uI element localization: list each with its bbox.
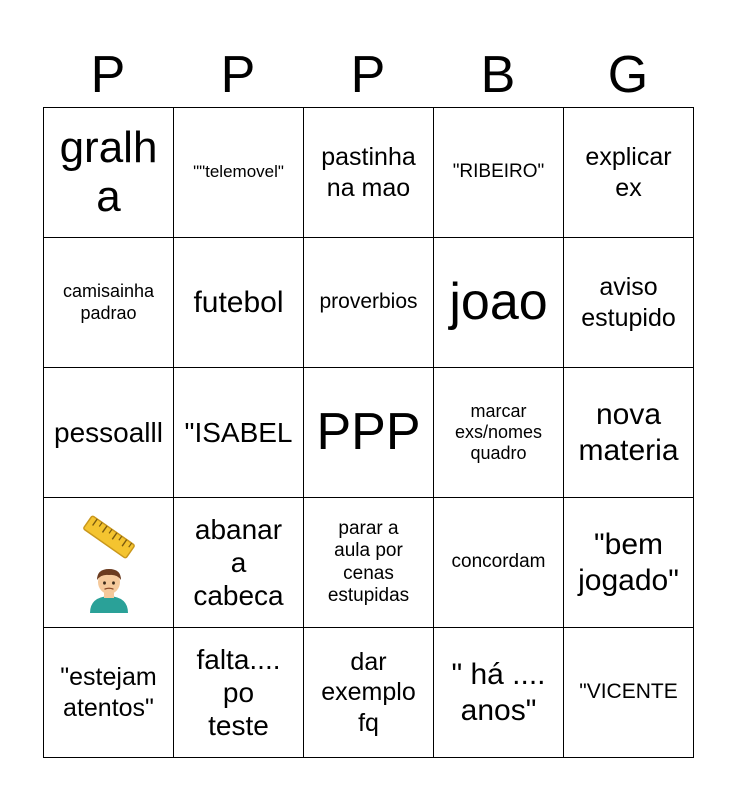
header-letter-4: B [480,46,516,104]
cell-label: camisainha padrao [62,281,155,323]
bingo-cell[interactable] [564,498,694,628]
bingo-cell[interactable] [564,238,694,368]
cell-label: "bem jogado" [578,528,679,597]
bingo-cell[interactable] [174,498,304,628]
cell-label: marcar exs/nomes quadro [454,400,543,464]
cell-label: dar exemplo fq [321,647,416,737]
bingo-cell[interactable] [174,628,304,758]
bingo-cell[interactable] [304,108,434,238]
bingo-cell[interactable] [304,628,434,758]
person-shrugging-icon [84,565,134,613]
bingo-cell[interactable] [44,498,174,628]
ruler-icon [81,513,137,561]
bingo-cell[interactable] [434,368,564,498]
cell-label: explicar ex [585,143,672,202]
bingo-board [43,107,694,758]
cell-label: joao [449,272,548,331]
bingo-cell[interactable] [304,238,434,368]
cell-label: PPP [316,402,421,461]
cell-label: aviso estupido [581,273,676,332]
cell-label: gralha [59,123,158,221]
bingo-cell[interactable] [434,108,564,238]
cell-label: proverbios [319,290,418,314]
cell-label: falta.... po teste [196,643,281,742]
bingo-cell[interactable] [44,108,174,238]
header-letter-3: P [350,46,386,104]
bingo-cell[interactable] [304,498,434,628]
bingo-cell[interactable] [44,628,174,758]
cell-label: "ISABEL [184,416,293,448]
bingo-cell[interactable] [434,238,564,368]
bingo-cell[interactable] [44,238,174,368]
bingo-header [43,42,693,108]
cell-label: abanar a cabeca [193,513,284,612]
bingo-cell[interactable] [174,108,304,238]
header-letter-1: P [90,46,126,104]
bingo-cell[interactable] [174,238,304,368]
cell-label: futebol [193,285,284,319]
cell-label: ""telemovel" [193,162,284,182]
cell-label: "VICENTE [579,680,678,704]
cell-label: parar a aula por cenas estupidas [327,517,410,606]
bingo-cell[interactable] [434,498,564,628]
bingo-cell[interactable] [174,368,304,498]
cell-label: pastinha na mao [321,143,416,202]
bingo-cell[interactable] [564,368,694,498]
cell-label: "estejam atentos" [60,663,157,722]
bingo-cell[interactable] [304,368,434,498]
cell-label: "RIBEIRO" [452,161,545,183]
bingo-cell[interactable] [564,628,694,758]
header-letter-2: P [220,46,256,104]
header-letter-5: G [607,46,649,104]
cell-label: pessoalll [54,416,163,448]
bingo-cell[interactable] [434,628,564,758]
bingo-cell[interactable] [564,108,694,238]
emoji-stack [48,502,169,623]
cell-label: " há .... anos" [451,658,546,727]
cell-label: nova materia [578,398,679,467]
cell-label: concordam [451,551,546,573]
bingo-cell[interactable] [44,368,174,498]
